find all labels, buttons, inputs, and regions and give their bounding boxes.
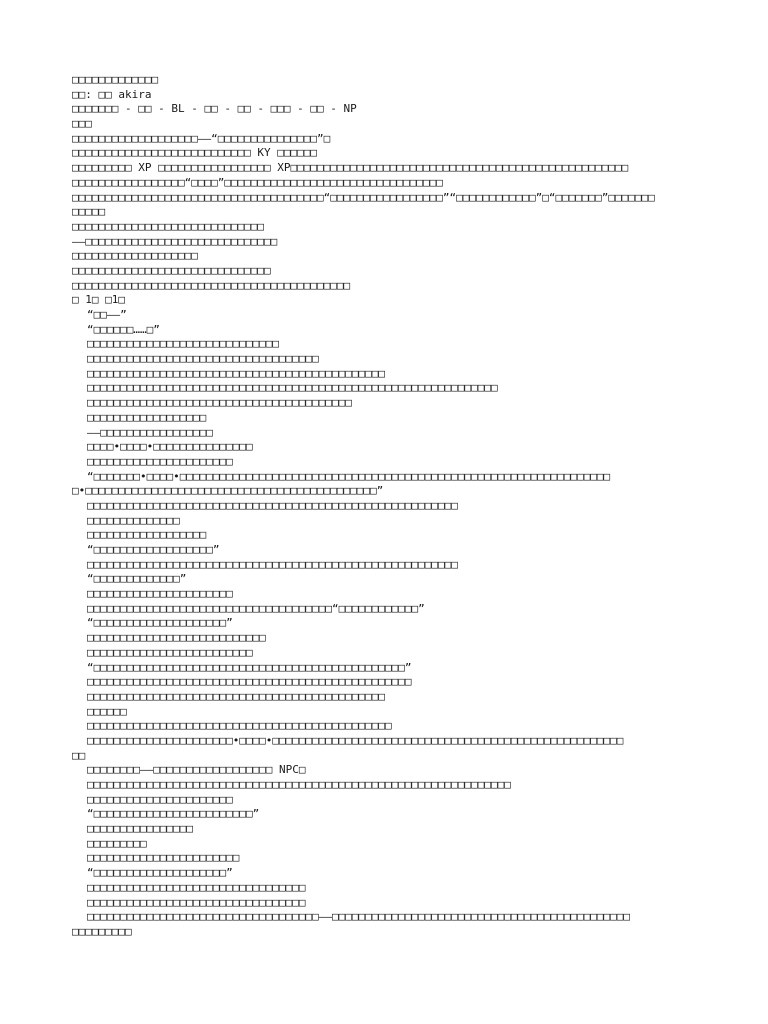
body-paragraph: ——□□□□□□□□□□□□□□□□□ — [87, 425, 213, 439]
body-paragraph: □□□□□□□□□□□□□□□□□□□□□□□□□□□□□□□□□□□□□□□□□□□□□□□□□□□□□□□□ — [87, 498, 458, 512]
body-paragraph-continuation: □•□□□□□□□□□□□□□□□□□□□□□□□□□□□□□□□□□□□□□□□□□□□□” — [72, 484, 384, 498]
body-paragraph: □□□□□□□□□□□□□□□□□□□□□□□□□□□□□□□□□□□□□□□□□□□□□□□□□□□□□□□□□□□□□□ — [87, 381, 498, 395]
body-paragraph: □□□□□□□□□□□□□□□□□□□□□□□□□□□□□□□□□□□□□“□□□□□□□□□□□□” — [87, 601, 425, 615]
header-block — [72, 73, 700, 132]
tags-line: □□□□□□□ - □□ - BL - □□ - □□ - □□□ - □□ - NP — [72, 102, 357, 116]
body-paragraph: □□□□□□□□——□□□□□□□□□□□□□□□□□□ NPC□ — [87, 763, 306, 777]
body-paragraph: □□□□□□□□□□□□□□□□□□□□□□□□□□□□□□□□□□□□□□□□□□□□□ — [87, 366, 386, 380]
document-page — [72, 73, 700, 940]
intro-line: □□□□□□□□□□□□□□□□□□□□□□□□□□□□□□□□□□□□□□“□□□□□□□□□□□□□□□□□”“□□□□□□□□□□□□”□“□□□□□□□”□□□□□□□ — [72, 190, 655, 204]
body-paragraph: □□□□□□□□□□□□□□□□□□□□□□ — [87, 454, 233, 468]
body-paragraph: □□□□□□□□□□□□□□□□□□ — [87, 410, 207, 424]
header-note: □□□ — [72, 117, 92, 131]
chapter-heading: □ 1□ □1□ — [72, 293, 125, 307]
intro-line: □□□□□□□□□□□□□□□□□□□ — [72, 249, 198, 263]
body-paragraph: □□□□□□□□□□□□□□□□□□□□□□□□□□□□□□□□□□□□□□□□□□□□□□□□□ — [87, 675, 412, 689]
body-paragraph: □□□□□□□□□□□□□□□□□□□□□□□□□□□□□□□□□□□□□□□□ — [87, 396, 352, 410]
body-paragraph: “□□□□□□□□□□□□□” — [87, 572, 187, 586]
document-title: □□□□□□□□□□□□□ — [72, 73, 159, 86]
body-paragraph: □□□□□□□□□□□□□□□□□□□□□□ — [87, 792, 233, 806]
intro-line: □□□□□□□□□□□□□□□□□□□□□□□□□□□□□□ — [72, 263, 271, 277]
intro-line: □□□□□□□□□□□□□□□□□“□□□□”□□□□□□□□□□□□□□□□□□□□□□□□□□□□□□□□□ — [72, 175, 443, 189]
intro-line: □□□□□□□□□□□□□□□□□□□——“□□□□□□□□□□□□□□□”□ — [72, 131, 331, 145]
body-paragraph: □□□□•□□□□•□□□□□□□□□□□□□□□ — [87, 440, 253, 454]
body-paragraph: “□□□□□□□•□□□□•□□□□□□□□□□□□□□□□□□□□□□□□□□□□□□□□□□□□□□□□□□□□□□□□□□□□□□□□□□□□□□□□□ — [87, 469, 611, 483]
body-paragraph-continuation: □□ — [72, 748, 86, 762]
body-paragraph: □□□□□□□□□□□□□□□□□□□□□□□ — [87, 851, 240, 865]
author-line: □□: □□ akira — [72, 87, 152, 101]
body-paragraph: □□□□□□□□□□□□□□□□□□□□□□□□□□□□□□□□□□□□□□□□□□□□□□□□□□□□□□□□□□□□□□□□ — [87, 778, 511, 791]
body-paragraph: □□□□□□□□□□□□□□□□□□□□□□□□□□□□□□□□□□□——□□□□□□□□□□□□□□□□□□□□□□□□□□□□□□□□□□□□□□□□□□□□□ — [87, 910, 631, 924]
body-paragraph: □□□□□□□□□ — [87, 836, 147, 850]
body-paragraph-continuation: □□□□□□□□□ — [72, 924, 132, 938]
body-paragraph: □□□□□□□□□□□□□□□□□□□□□□□□□□□□□□□□□□□□□□□□□□□□□ — [87, 689, 386, 703]
intro-line: ——□□□□□□□□□□□□□□□□□□□□□□□□□□□□□ — [72, 234, 278, 248]
body-paragraph: “□□□□□□□□□□□□□□□□□□□□□□□□□□□□□□□□□□□□□□□□□□□□□□□” — [87, 660, 412, 674]
body-paragraph: □□□□□□□□□□□□□□□□□□ — [87, 528, 207, 542]
body-paragraph: □□□□□□□□□□□□□□□□□□□□□□•□□□□•□□□□□□□□□□□□□□□□□□□□□□□□□□□□□□□□□□□□□□□□□□□□□□□□□□□□□ — [87, 733, 624, 747]
body-paragraph: □□□□□□□□□□□□□□□□□□□□□□□□□□□□□□□□□□□ — [87, 352, 319, 366]
intro-line: □□□□□ — [72, 205, 106, 219]
body-paragraph: □□□□□□□□□□□□□□□□□□□□□□□□□□□ — [87, 631, 266, 645]
body-paragraph: □□□□□□□□□□□□□□□□□□□□□□□□□□□□□ — [87, 337, 280, 351]
intro-line: □□□□□□□□□□□□□□□□□□□□□□□□□□□ KY □□□□□□ — [72, 146, 318, 160]
intro-line: □□□□□□□□□□□□□□□□□□□□□□□□□□□□□□□□□□□□□□□□□□ — [72, 278, 351, 292]
body-paragraph: □□□□□□□□□□□□□□□□ — [87, 822, 193, 836]
intro-line: □□□□□□□□□ XP □□□□□□□□□□□□□□□□□ XP□□□□□□□□□□□□□□□□□□□□□□□□□□□□□□□□□□□□□□□□□□□□□□□□□□□ — [72, 161, 629, 175]
body-paragraph: “□□□□□□□□□□□□□□□□□□□□” — [87, 866, 233, 880]
body-paragraph: “□□——” — [87, 308, 127, 321]
body-paragraph: □□□□□□□□□□□□□□□□□□□□□□□□□□□□□□□□□ — [87, 895, 306, 909]
body-paragraph: □□□□□□□□□□□□□□□□□□□□□□□□□ — [87, 645, 253, 659]
intro-line: □□□□□□□□□□□□□□□□□□□□□□□□□□□□□ — [72, 219, 265, 233]
body-paragraph: “□□□□□□□□□□□□□□□□□□□□□□□□” — [87, 807, 260, 821]
body-paragraph: “□□□□□□□□□□□□□□□□□□” — [87, 543, 220, 556]
body-paragraph: □□□□□□□□□□□□□□□□□□□□□□□□□□□□□□□□□ — [87, 880, 306, 894]
body-paragraph: “□□□□□□……□” — [87, 322, 160, 336]
body-paragraph: “□□□□□□□□□□□□□□□□□□□□” — [87, 616, 233, 630]
body-paragraph: □□□□□□□□□□□□□□□□□□□□□□□□□□□□□□□□□□□□□□□□□□□□□□□□□□□□□□□□ — [87, 557, 458, 571]
body-paragraph: □□□□□□□□□□□□□□□□□□□□□□ — [87, 587, 233, 601]
story-body — [72, 308, 700, 940]
body-paragraph: □□□□□□ — [87, 704, 127, 718]
body-paragraph: □□□□□□□□□□□□□□□□□□□□□□□□□□□□□□□□□□□□□□□□□□□□□□ — [87, 719, 392, 733]
intro-block — [72, 132, 700, 308]
body-paragraph: □□□□□□□□□□□□□□ — [87, 513, 180, 527]
